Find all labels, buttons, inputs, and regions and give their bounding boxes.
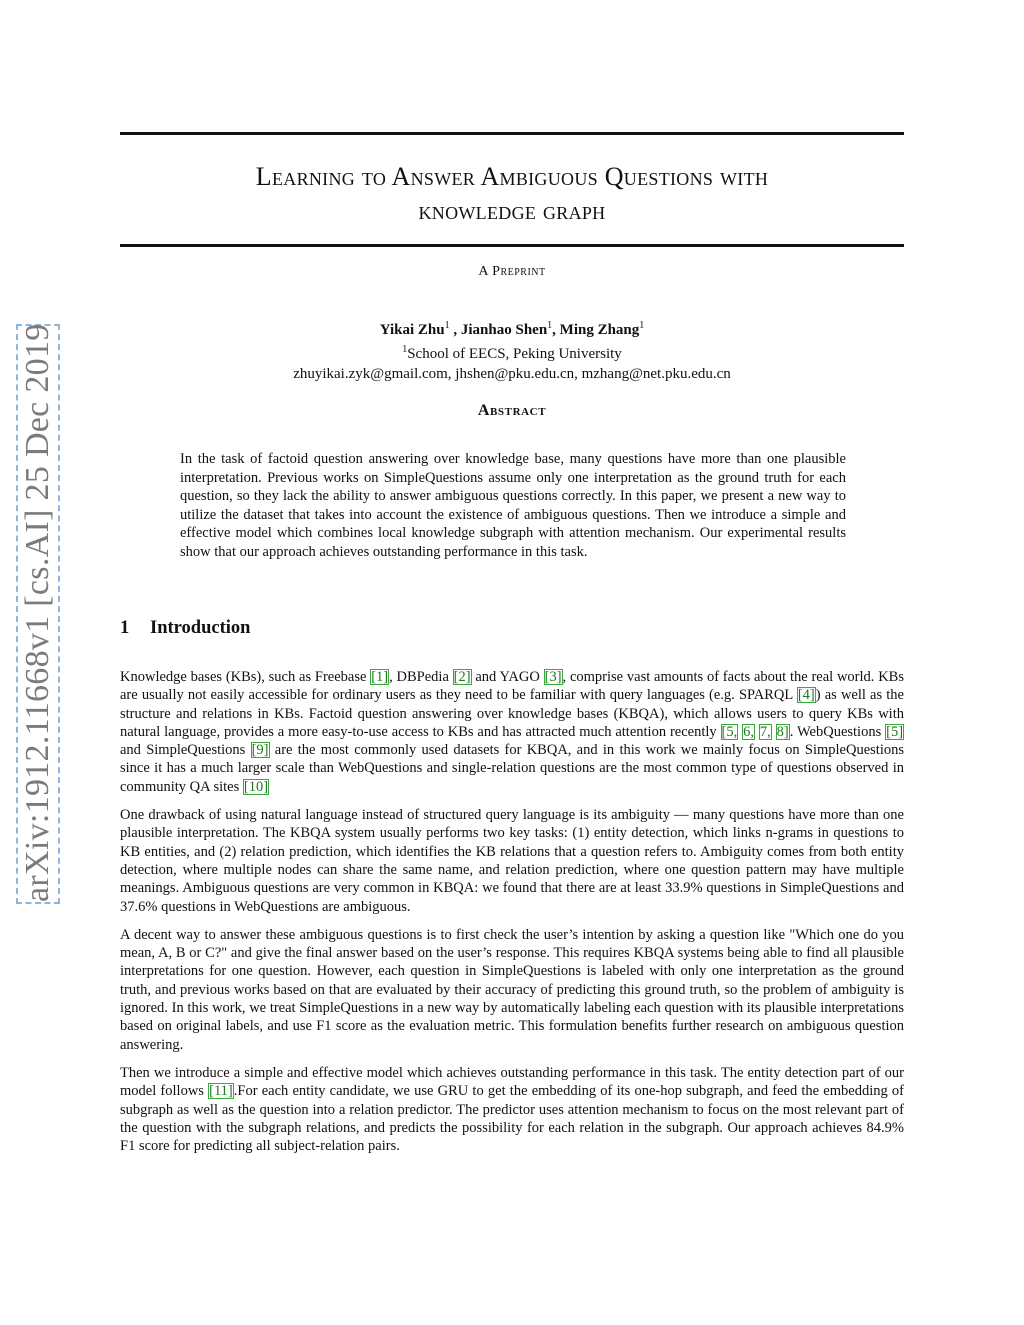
author-block	[120, 316, 904, 384]
paragraph-text: are the most commonly used datasets for KBQA, and in this work we mainly focus on SimpleQuestions since it has a much larger scale than WebQuestions and single-relation questions are the most common type of questions observed in community QA sites	[120, 742, 904, 795]
title-line-2: knowledge graph	[418, 196, 606, 225]
paragraph-text: , comprise vast amounts of facts about the real world. KBs are usually not easily accessible for ordinary users as they need to be familiar with query languages (e.g. SPARQL	[120, 669, 904, 704]
affiliation-mark: 1	[402, 344, 408, 355]
citation-link[interactable]: [5,	[721, 723, 738, 740]
paragraph-1	[120, 668, 904, 796]
citation-link[interactable]: [1]	[371, 669, 389, 685]
section-title: Introduction	[150, 618, 251, 638]
citation-link[interactable]: [9]	[251, 742, 269, 759]
paragraph-text: Knowledge bases (KBs), such as Freebase	[120, 669, 371, 685]
title-line-1: Learning to Answer Ambiguous Questions with	[255, 162, 769, 191]
citation-link[interactable]: 6,	[743, 723, 755, 740]
abstract-text: In the task of factoid question answering over knowledge base, many questions have more than one plausible interpretation. Previous works on SimpleQuestions assume only one interpretation as the ground truth for each question, so they lack the ability to answer ambiguous questions correctly. In this paper, we present a new way to utilize the dataset that takes into account the existence of ambiguous questions. Then we introduce a simple and effective model which combines local knowledge subgraph with attention mechanism. Our experimental results show that our approach achieves outstanding performance in this task.	[180, 451, 846, 560]
author-separator: ,	[552, 322, 560, 338]
author-name: Jianhao Shen	[460, 322, 548, 338]
citation-link[interactable]: [10]	[243, 778, 269, 795]
author-names	[120, 316, 904, 340]
author-affil-mark: 1	[639, 320, 645, 331]
paragraph-4	[120, 1064, 904, 1155]
preprint-label: A Preprint	[478, 264, 546, 279]
author-name: Yikai Zhu	[379, 322, 445, 338]
paragraph-text: and YAGO	[471, 669, 544, 685]
affiliation-text: School of EECS, Peking University	[407, 346, 622, 362]
author-emails: zhuyikai.zyk@gmail.com, jhshen@pku.edu.cn, mzhang@net.pku.edu.cn	[293, 366, 731, 382]
title-bottom-rule	[120, 244, 904, 247]
paragraph-text: . WebQuestions	[789, 723, 886, 740]
paper-title	[120, 160, 904, 228]
citation-link[interactable]: 8]	[776, 723, 789, 740]
author-affil-mark: 1	[547, 320, 553, 331]
paragraph-2: One drawback of using natural language instead of structured query language is its ambiguity — many questions have more than one plausible interpretation. The KBQA system usually performs two key tasks: (1) entity detection, which links n-grams in questions to KB entities, and (2) relation prediction, which identifies the KB relations that a question refers to. Ambiguity comes from both entity detection, where multiple nodes can share the same name, and relation prediction, where one question pattern may have multiple meanings. Ambiguous questions are very common in KBQA: we found that there are at least 33.9% questions in SimpleQuestions and 37.6% questions in WebQuestions are ambiguous.	[120, 807, 904, 915]
paragraph-text: ) as well as the structure and relations in KBs. Factoid question answering over knowledge bases (KBQA), which allows users to query KBs with natural language, provides a more easy-to-use access to KBs and has attracted much attention recently	[120, 687, 904, 740]
introduction-body	[120, 668, 904, 1165]
citation-link[interactable]: 7,	[759, 723, 771, 740]
arxiv-side-stamp: arXiv:1912.11668v1 [cs.AI] 25 Dec 2019	[16, 324, 60, 904]
paragraph-3: A decent way to answer these ambiguous questions is to first check the user’s intention by asking a question like "Which one do you mean, A, B or C?" and give the final answer based on the user’s response. This requires KBQA systems being able to find all plausible interpretations for one question. However, each question in SimpleQuestions is labeled with only one interpretation as the ground truth, and previous works based on that are evaluated by their accuracy of predicting this ground truth, so the problem of ambiguity is ignored. In this work, we treat SimpleQuestions in a new way by automatically labeling each question with its plausible interpretations based on original labels, and use F1 score as the evaluation metric. This formulation benefits further research on ambiguous question answering.	[120, 926, 904, 1053]
title-top-rule	[120, 132, 904, 135]
section-heading-introduction	[120, 618, 250, 639]
citation-link[interactable]: [2]	[453, 669, 471, 685]
abstract-heading: Abstract	[477, 402, 547, 419]
author-affil-mark: 1	[444, 320, 450, 331]
author-separator: ,	[449, 322, 461, 338]
section-number: 1	[120, 618, 130, 638]
citation-link[interactable]: [5]	[886, 723, 904, 740]
citation-link[interactable]: [4]	[797, 687, 815, 704]
paragraph-text: and SimpleQuestions	[120, 742, 251, 759]
paragraph-text: Then we introduce a simple and effective model which achieves outstanding performance in this task. The entity detection part of our model follows	[120, 1064, 904, 1100]
citation-link[interactable]: [3]	[544, 669, 562, 685]
author-name: Ming Zhang	[559, 322, 640, 338]
affiliation	[120, 340, 904, 364]
paragraph-text: , DBPedia	[389, 669, 453, 685]
paragraph-text: .For each entity candidate, we use GRU to get the embedding of its one-hop subgraph, and feed the embedding of subgraph as well as the question into a relation predictor. The predictor uses attention mechanism to focus on the most relevant part of the question with the subgraph relations, and predicts the possibility for each relation in the subgraph. Our approach achieves 84.9% F1 score for predicting all subject-relation pairs.	[120, 1083, 904, 1155]
citation-link[interactable]: [11]	[209, 1083, 233, 1100]
